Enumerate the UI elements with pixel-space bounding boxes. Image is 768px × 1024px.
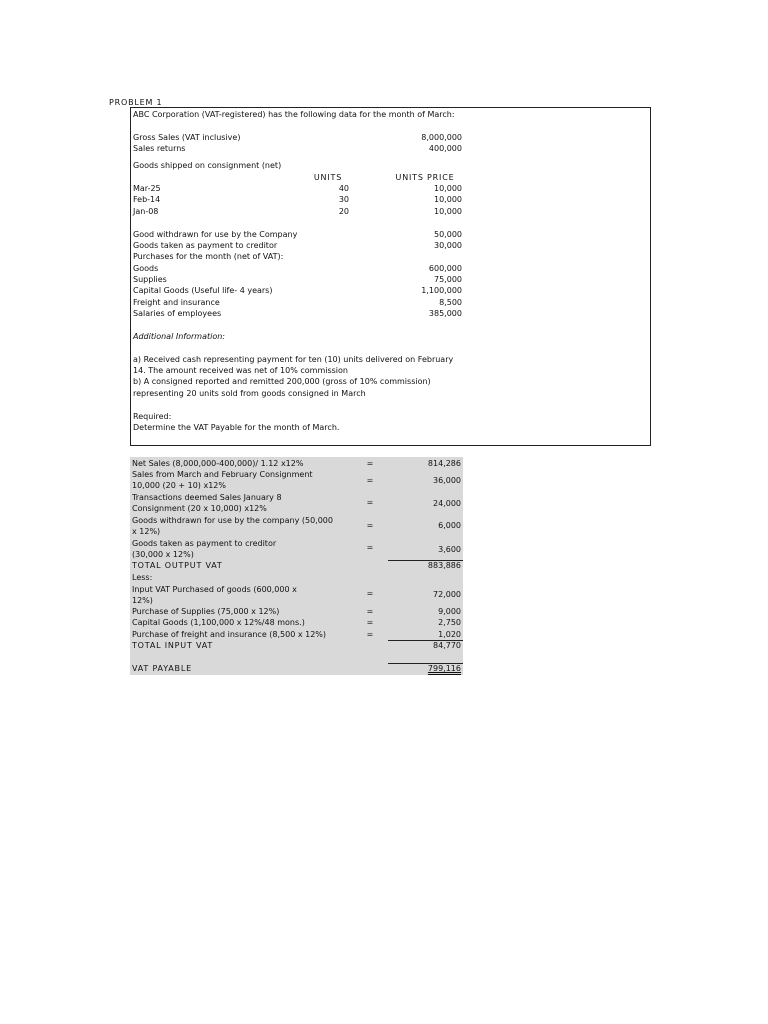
purchase-amount: 600,000 <box>428 264 462 273</box>
consignment-units: 30 <box>338 195 349 204</box>
solution-row-amount: 36,000 <box>433 476 461 485</box>
withdrawn-label: Good withdrawn for use by the Company <box>133 230 298 239</box>
solution-row-amount: 6,000 <box>438 521 461 530</box>
consignment-date: Jan-08 <box>133 207 159 216</box>
vat-payable-label: VAT PAYABLE <box>132 664 192 673</box>
required-heading: Required: <box>133 412 172 421</box>
consignment-price: 10,000 <box>434 195 462 204</box>
unit-price-column-header: UNITS PRICE <box>395 173 455 182</box>
equals-sign: = <box>366 459 374 468</box>
additional-line: b) A consigned reported and remitted 200,000 (gross of 10% commission) <box>133 377 431 386</box>
vat-payable-amount: 799,116 <box>427 664 461 673</box>
solution-row-description: Transactions deemed Sales January 8 <box>132 493 282 502</box>
equals-sign: = <box>366 630 374 639</box>
problem-label: PROBLEM 1 <box>109 98 163 107</box>
consignment-price: 10,000 <box>434 207 462 216</box>
creditor-amount: 30,000 <box>434 241 462 250</box>
solution-row-description-cont: (30,000 x 12%) <box>132 550 194 559</box>
solution-panel <box>130 457 463 675</box>
units-column-header: UNITS <box>313 173 343 182</box>
purchases-heading: Purchases for the month (net of VAT): <box>133 252 284 261</box>
purchase-amount: 75,000 <box>434 275 462 284</box>
purchase-amount: 1,100,000 <box>421 286 462 295</box>
solution-row-description: Sales from March and February Consignment <box>132 470 313 479</box>
purchase-label: Supplies <box>133 275 167 284</box>
consignment-units: 20 <box>338 207 349 216</box>
sales-returns-amount: 400,000 <box>428 144 462 153</box>
input-row-amount: 9,000 <box>438 607 461 616</box>
additional-line: a) Received cash representing payment for ten (10) units delivered on February <box>133 355 454 364</box>
consignment-date: Mar-25 <box>133 184 161 193</box>
consignment-date: Feb-14 <box>133 195 161 204</box>
input-row-description: Input VAT Purchased of goods (600,000 x <box>132 585 297 594</box>
equals-sign: = <box>366 589 374 598</box>
input-row-description: Purchase of freight and insurance (8,500 x 12%) <box>132 630 327 639</box>
purchase-label: Salaries of employees <box>133 309 222 318</box>
additional-line: representing 20 units sold from goods consigned in March <box>133 389 366 398</box>
equals-sign: = <box>366 543 374 552</box>
gross-sales-amount: 8,000,000 <box>421 133 462 142</box>
solution-row-amount: 814,286 <box>427 459 461 468</box>
input-row-amount: 1,020 <box>438 630 461 639</box>
required-text: Determine the VAT Payable for the month of March. <box>133 423 340 432</box>
solution-row-description-cont: 10,000 (20 + 10) x12% <box>132 481 226 490</box>
problem-box <box>130 107 651 446</box>
equals-sign: = <box>366 498 374 507</box>
gross-sales-label: Gross Sales (VAT inclusive) <box>133 133 241 142</box>
equals-sign: = <box>366 618 374 627</box>
intro-text: ABC Corporation (VAT-registered) has the following data for the month of March: <box>133 110 455 119</box>
total-output-label: TOTAL OUTPUT VAT <box>132 561 223 570</box>
solution-row-description: Goods withdrawn for use by the company (50,000 <box>132 516 333 525</box>
input-row-amount: 2,750 <box>438 618 461 627</box>
additional-heading: Additional Information: <box>133 332 225 341</box>
equals-sign: = <box>366 607 374 616</box>
solution-row-description: Net Sales (8,000,000-400,000)/ 1.12 x12% <box>132 459 304 468</box>
solution-row-description-cont: x 12%) <box>132 527 161 536</box>
purchase-label: Freight and insurance <box>133 298 220 307</box>
solution-row-description: Goods taken as payment to creditor <box>132 539 277 548</box>
less-label: Less: <box>132 573 153 582</box>
purchase-amount: 385,000 <box>428 309 462 318</box>
creditor-label: Goods taken as payment to creditor <box>133 241 278 250</box>
sales-returns-label: Sales returns <box>133 144 186 153</box>
total-input-label: TOTAL INPUT VAT <box>132 641 214 650</box>
purchase-label: Goods <box>133 264 159 273</box>
total-input-amount: 84,770 <box>433 641 461 650</box>
equals-sign: = <box>366 521 374 530</box>
additional-line: 14. The amount received was net of 10% commission <box>133 366 348 375</box>
input-row-description-cont: 12%) <box>132 596 153 605</box>
input-row-amount: 72,000 <box>433 590 461 599</box>
consignment-heading: Goods shipped on consignment (net) <box>133 161 282 170</box>
solution-row-amount: 24,000 <box>433 499 461 508</box>
solution-row-amount: 3,600 <box>438 545 461 554</box>
input-row-description: Purchase of Supplies (75,000 x 12%) <box>132 607 280 616</box>
consignment-units: 40 <box>338 184 349 193</box>
equals-sign: = <box>366 476 374 485</box>
consignment-price: 10,000 <box>434 184 462 193</box>
purchase-label: Capital Goods (Useful life- 4 years) <box>133 286 273 295</box>
purchase-amount: 8,500 <box>439 298 462 307</box>
total-output-amount: 883,886 <box>427 561 461 570</box>
withdrawn-amount: 50,000 <box>434 230 462 239</box>
solution-row-description-cont: Consignment (20 x 10,000) x12% <box>132 504 267 513</box>
input-row-description: Capital Goods (1,100,000 x 12%/48 mons.) <box>132 618 305 627</box>
